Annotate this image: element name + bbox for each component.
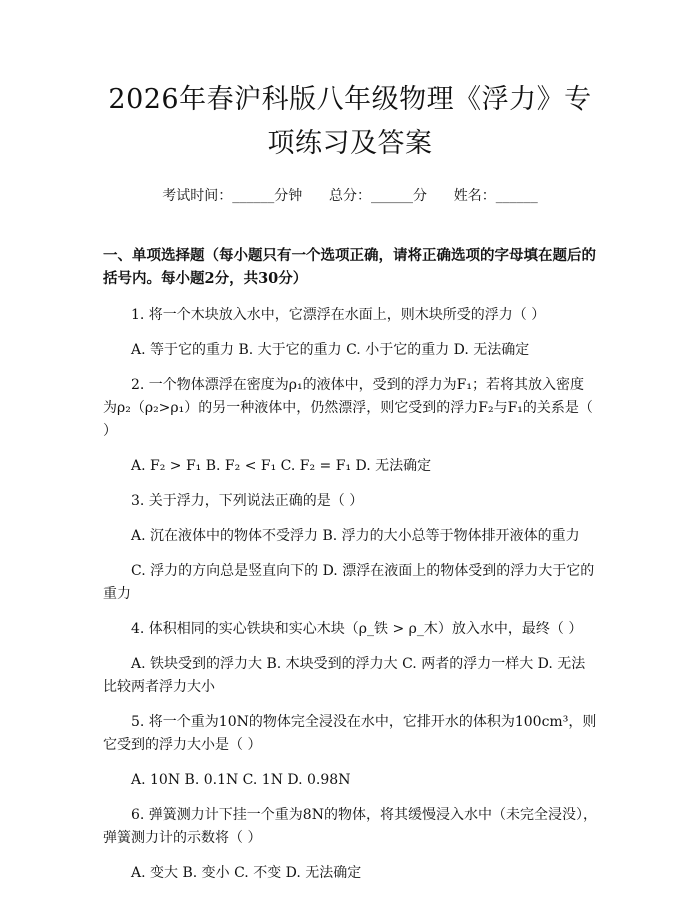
question-4-options: A. 铁块受到的浮力大 B. 木块受到的浮力大 C. 两者的浮力一样大 D. 无法比较两者浮力大小 <box>103 656 586 695</box>
question-4: 4. 体积相同的实心铁块和实心木块（ρ_铁 > ρ_木）放入水中，最终（ ） <box>131 621 583 637</box>
question-5-options: A. 10N B. 0.1N C. 1N D. 0.98N <box>131 772 351 788</box>
question-3-options-b: C. 浮力的方向总是竖直向下的 D. 漂浮在液面上的物体受到的浮力大于它的重力 <box>103 563 595 602</box>
question-3-options-a: A. 沉在液体中的物体不受浮力 B. 浮力的大小总等于物体排开液体的重力 <box>131 528 580 544</box>
question-1-options: A. 等于它的重力 B. 大于它的重力 C. 小于它的重力 D. 无法确定 <box>131 342 530 358</box>
exam-info-line: 考试时间：______分钟 总分：______分 姓名：______ <box>162 188 538 204</box>
question-6: 6. 弹簧测力计下挂一个重为8N的物体，将其缓慢浸入水中（未完全浸没），弹簧测力计的示数将（ ） <box>103 807 597 846</box>
question-2-options: A. F₂ > F₁ B. F₂ < F₁ C. F₂ = F₁ D. 无法确定 <box>131 458 432 474</box>
section-heading: 一、单项选择题（每小题只有一个选项正确，请将正确选项的字母填在题后的括号内。每小题2分，共30分） <box>103 247 596 287</box>
question-6-options: A. 变大 B. 变小 C. 不变 D. 无法确定 <box>131 865 362 881</box>
question-1: 1. 将一个木块放入水中，它漂浮在水面上，则木块所受的浮力（ ） <box>131 307 546 323</box>
question-3: 3. 关于浮力，下列说法正确的是（ ） <box>131 493 364 509</box>
document-title: 2026年春沪科版八年级物理《浮力》专项练习及答案 <box>108 84 592 159</box>
question-5: 5. 将一个重为10N的物体完全浸没在水中，它排开水的体积为100cm³，则它受到的浮力大小是（ ） <box>103 714 597 753</box>
question-2: 2. 一个物体漂浮在密度为ρ₁的液体中，受到的浮力为F₁；若将其放入密度为ρ₂（ρ₂>ρ₁）的另一种液体中，仍然漂浮，则它受到的浮力F₂与F₁的关系是（ ） <box>103 377 593 439</box>
